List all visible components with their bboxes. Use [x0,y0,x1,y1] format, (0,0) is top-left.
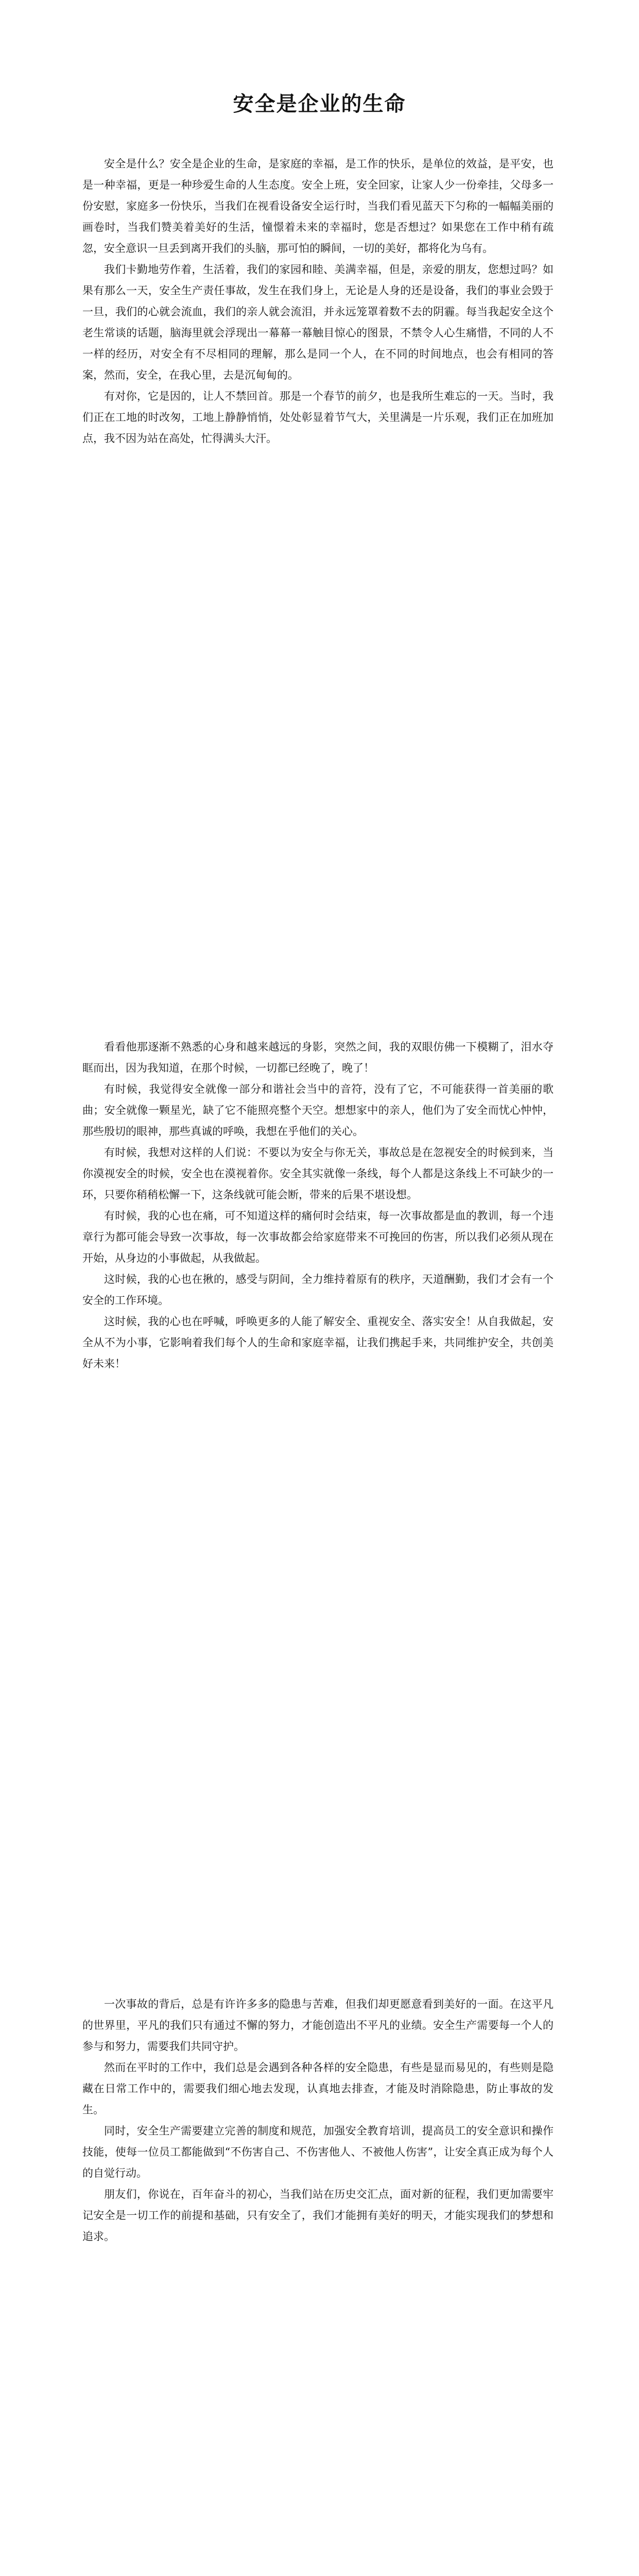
paragraph: 然而在平时的工作中，我们总是会遇到各种各样的安全隐患，有些是显而易见的，有些则是隐藏在日常工作中的，需要我们细心地去发现，认真地去排查，才能及时消除隐患，防止事故的发生。 [82,2061,554,2116]
paragraph: 同时，安全生产需要建立完善的制度和规范，加强安全教育培训，提高员工的安全意识和操作技能，使每一位员工都能做到“不伤害自己、不伤害他人、不被他人伤害”，让安全真正成为每个人的自觉行动。 [82,2125,554,2179]
section-page-1 [82,154,554,449]
paragraph: 看看他那逐渐不熟悉的心身和越来越远的身影，突然之间，我的双眼仿佛一下模糊了，泪水夺眶而出，因为我知道，在那个时候，一切都已经晚了，晚了！ [82,1041,554,1074]
paragraph: 有对你，它是因的，让人不禁回首。那是一个春节的前夕，也是我所生难忘的一天。当时，我们正在工地的时改匆，工地上静静悄悄，处处彰显着节气大，关里满是一片乐观，我们正在加班加点，我不因为站在高处，忙得满头大汗。 [82,390,554,445]
paragraph: 一次事故的背后，总是有许许多多的隐患与苦难，但我们却更愿意看到美好的一面。在这平凡的世界里，平凡的我们只有通过不懈的努力，才能创造出不平凡的业绩。安全生产需要每一个人的参与和努力，需要我们共同守护。 [82,1998,554,2053]
paragraph: 朋友们，你说在，百年奋斗的初心，当我们站在历史交汇点，面对新的征程，我们更加需要牢记安全是一切工作的前提和基础，只有安全了，我们才能拥有美好的明天，才能实现我们的梦想和追求。 [82,2188,554,2243]
paragraph: 有时候，我的心也在痛，可不知道这样的痛何时会结束，每一次事故都是血的教训，每一个违章行为都可能会导致一次事故，每一次事故都会给家庭带来不可挽回的伤害，所以我们必须从现在开始，从身边的小事做起，从我做起。 [82,1210,554,1264]
paragraph: 安全是什么？安全是企业的生命，是家庭的幸福，是工作的快乐，是单位的效益，是平安，也是一种幸福，更是一种珍爱生命的人生态度。安全上班，安全回家，让家人少一份牵挂，父母多一份安慰，家庭多一份快乐，当我们在视看设备安全运行时，当我们看见蓝天下匀称的一幅幅美丽的画卷时，当我们赞美着美好的生活，憧憬着未来的幸福时，您是否想过？如果您在工作中稍有疏忽，安全意识一旦丢到离开我们的头脑，那可怕的瞬间，一切的美好，都将化为乌有。 [82,158,554,255]
section-page-3 [82,1994,554,2247]
paragraph: 有时候，我想对这样的人们说：不要以为安全与你无关，事故总是在忽视安全的时候到来，当你漠视安全的时候，安全也在漠视着你。安全其实就像一条线，每个人都是这条线上不可缺少的一环，只要你稍稍松懈一下，这条线就可能会断，带来的后果不堪设想。 [82,1146,554,1201]
paragraph: 这时候，我的心也在揪的，感受与阴间，全力维持着原有的秩序，天道酬勤，我们才会有一个安全的工作环境。 [82,1273,554,1307]
paragraph: 有时候，我觉得安全就像一部分和谐社会当中的音符，没有了它，不可能获得一首美丽的歌曲；安全就像一颗星光，缺了它不能照亮整个天空。想想家中的亲人，他们为了安全而忧心忡忡，那些殷切的眼神，那些真诚的呼唤，我想在乎他们的关心。 [82,1083,554,1138]
section-page-2 [82,1037,554,1375]
document-title: 安全是企业的生命 [233,92,406,116]
paragraph: 这时候，我的心也在呼喊，呼唤更多的人能了解安全、重视安全、落实安全！从自我做起，安全从不为小事，它影响着我们每个人的生命和家庭幸福，让我们携起手来，共同维护安全，共创美好未来！ [82,1315,554,1370]
paragraph: 我们卡勤地劳作着，生活着，我们的家园和睦、美满幸福，但是，亲爱的朋友，您想过吗？如果有那么一天，安全生产责任事故，发生在我们身上，无论是人身的还是设备，我们的事业会毁于一旦，我们的心就会流血，我们的亲人就会流泪，并永远笼罩着数不去的阴霾。每当我起安全这个老生常谈的话题，脑海里就会浮现出一幕幕一幕触目惊心的图景，不禁令人心生痛惜，不同的人不一样的经历，对安全有不尽相同的理解，那么是同一个人，在不同的时间地点，也会有相同的答案，然而，安全，在我心里，去是沉甸甸的。 [82,263,554,381]
